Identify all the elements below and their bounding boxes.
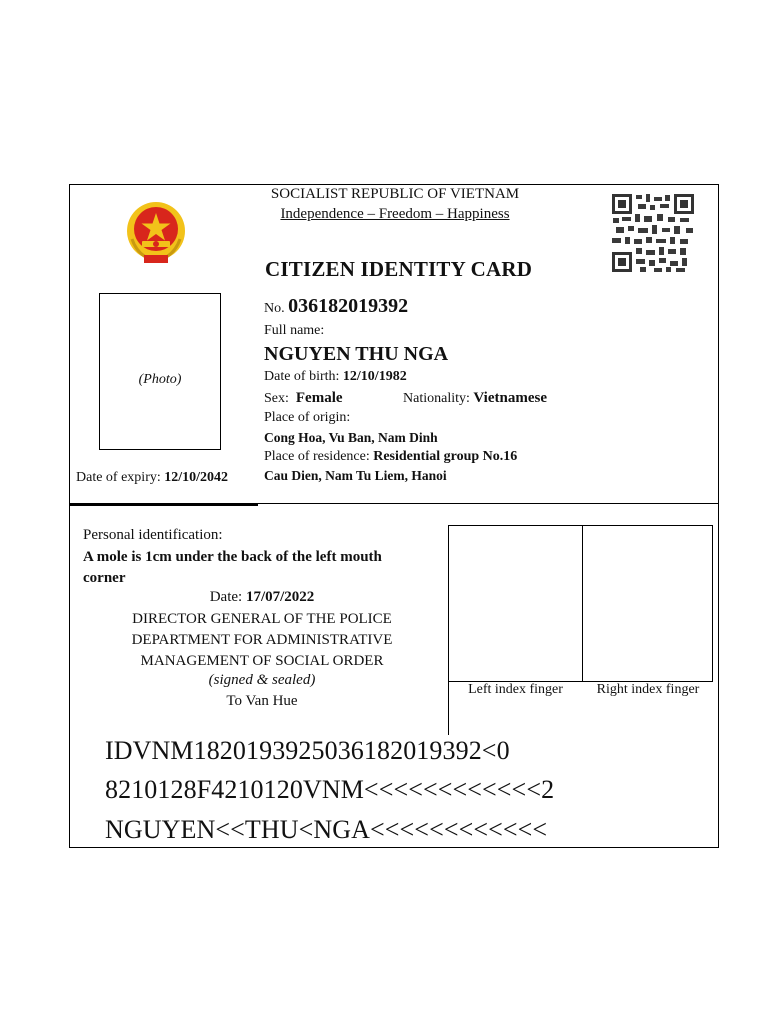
card-title: CITIZEN IDENTITY CARD: [265, 257, 533, 281]
right-fingerprint-label: Right index finger: [596, 682, 700, 697]
signed-note: (signed & sealed): [208, 672, 316, 688]
signer-name: To Van Hue: [226, 693, 298, 709]
card-divider-accent: [70, 504, 258, 506]
mrz-line-1: IDVNM1820193925036182019392<0: [105, 736, 510, 765]
nationality-label: Nationality:: [403, 391, 470, 406]
mrz-line-3: NGUYEN<<THU<NGA<<<<<<<<<<<<: [105, 815, 548, 844]
issue-date-row: [110, 589, 414, 606]
expiry-date: [76, 470, 228, 486]
identification-label: Personal identification:: [83, 527, 223, 543]
director-line-1: DIRECTOR GENERAL OF THE POLICE: [132, 611, 392, 627]
residence-row: [264, 449, 517, 465]
director-line-2: DEPARTMENT FOR ADMINISTRATIVE: [131, 632, 393, 648]
residence-value-1: Residential group No.16: [373, 449, 518, 464]
dob-row: [264, 369, 407, 385]
nationality-row: [403, 390, 547, 407]
dob-value: 12/10/1982: [342, 369, 407, 384]
expiry-label: Date of expiry:: [76, 470, 161, 485]
dob-label: Date of birth:: [264, 369, 340, 384]
vietnam-national-emblem-icon: [124, 199, 188, 267]
sex-value: Female: [295, 390, 343, 406]
nation-title: SOCIALIST REPUBLIC OF VIETNAM: [270, 186, 520, 202]
origin-value: Cong Hoa, Vu Ban, Nam Dinh: [264, 430, 438, 445]
right-fingerprint-box: [582, 525, 713, 682]
id-number-value: 036182019392: [288, 295, 409, 317]
origin-label: Place of origin:: [264, 410, 351, 425]
fullname-label: Full name:: [264, 323, 325, 338]
card-front: [70, 185, 718, 505]
sex-label: Sex:: [264, 391, 289, 406]
director-line-3: MANAGEMENT OF SOCIAL ORDER: [140, 653, 384, 669]
mrz-line-2: 8210128F4210120VNM<<<<<<<<<<<<2: [105, 775, 555, 804]
director-title: [110, 609, 414, 672]
national-motto: Independence – Freedom – Happiness: [280, 206, 510, 222]
photo-label: (Photo): [138, 372, 182, 387]
id-card: [69, 184, 719, 848]
left-fingerprint-box: [448, 525, 583, 682]
issue-date-label: Date:: [209, 589, 243, 605]
id-number-label: No.: [264, 301, 285, 316]
identification-value: A mole is 1cm under the back of the left mouth corner: [83, 549, 382, 586]
sex-row: [264, 390, 343, 407]
qr-code-icon: [610, 192, 696, 274]
residence-value-2: Cau Dien, Nam Tu Liem, Hanoi: [264, 468, 447, 483]
residence-label: Place of residence:: [264, 449, 370, 464]
nationality-value: Vietnamese: [473, 390, 547, 406]
id-number-row: [264, 295, 408, 318]
expiry-value: 12/10/2042: [164, 470, 229, 485]
fullname-value: NGUYEN THU NGA: [264, 343, 449, 365]
issue-date-value: 17/07/2022: [245, 589, 315, 605]
left-fingerprint-label: Left index finger: [468, 682, 563, 697]
photo-placeholder: [99, 293, 221, 450]
